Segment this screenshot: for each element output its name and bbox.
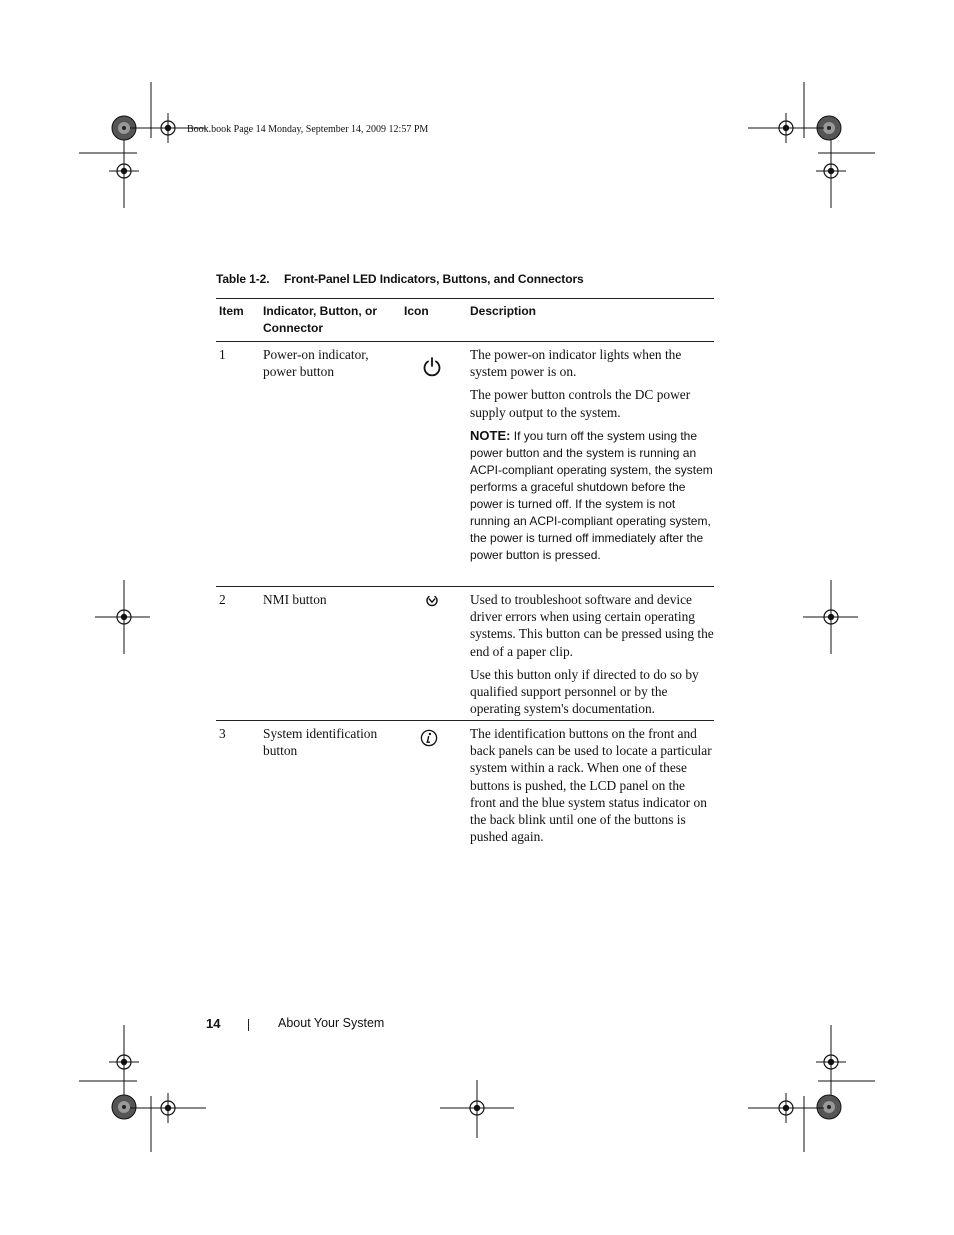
- row-item: 2: [219, 592, 226, 607]
- table-number: Table 1-2.: [216, 272, 270, 286]
- table-row: [216, 342, 714, 587]
- table-row: [216, 721, 714, 851]
- slug-line: Book.book Page 14 Monday, September 14, 2009 12:57 PM: [187, 124, 429, 135]
- led-indicators-table: [216, 298, 714, 851]
- row-description: [470, 725, 714, 851]
- note-label: NOTE:: [470, 427, 511, 443]
- table-title: Front-Panel LED Indicators, Buttons, and Connectors: [284, 272, 584, 286]
- header-description: Description: [470, 304, 537, 318]
- description-paragraph: Used to troubleshoot software and device driver errors when using certain operating systems. This button can be pressed using the end of a paper clip.: [470, 592, 714, 659]
- row-item: 1: [219, 347, 226, 362]
- note-text: If you turn off the system using the power button and the system is running an ACPI-compliant operating system, the system performs a graceful shutdown before the power is turned off. If the system is not running an ACPI-compliant operating system, the power is turned off immediately after the power button is pressed.: [470, 428, 713, 563]
- header-name: Indicator, Button, or Connector: [263, 304, 377, 335]
- table-header-row: [216, 299, 714, 342]
- description-paragraph: The identification buttons on the front and back panels can be used to locate a particular system within a rack. When one of these buttons is pushed, the LCD panel on the front and the blue system status indicator on the back blink until one of the buttons is pushed again.: [470, 726, 712, 845]
- page-number: 14: [206, 1016, 221, 1031]
- table-row: [216, 587, 714, 721]
- description-paragraph: The power-on indicator lights when the system power is on.: [470, 347, 682, 380]
- row-description: [470, 346, 714, 565]
- row-name: System identification button: [263, 726, 378, 759]
- row-item: 3: [219, 726, 226, 741]
- row-name: NMI button: [263, 592, 327, 607]
- description-paragraph: The power button controls the DC power supply output to the system.: [470, 387, 691, 420]
- power-icon: [422, 356, 442, 378]
- identification-icon: [420, 729, 438, 747]
- footer-divider: [248, 1019, 249, 1031]
- header-item: Item: [219, 304, 244, 318]
- row-name: Power-on indicator, power button: [263, 347, 369, 380]
- note-block: [470, 427, 714, 565]
- table-caption: [216, 272, 584, 286]
- description-paragraph: Use this button only if directed to do so by qualified support personnel or by the operating system's documentation.: [470, 666, 699, 717]
- header-icon: Icon: [404, 304, 429, 318]
- section-title: About Your System: [278, 1016, 385, 1030]
- row-description: [470, 591, 714, 723]
- nmi-icon: [425, 593, 439, 607]
